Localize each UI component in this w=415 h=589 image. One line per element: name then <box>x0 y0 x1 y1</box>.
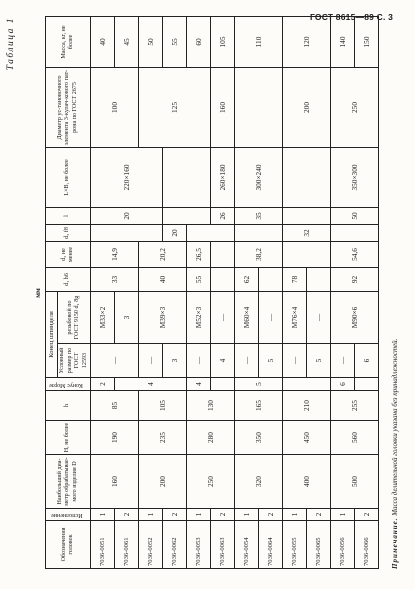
cell-D: 200 <box>139 455 187 509</box>
cell-cond: 5 <box>259 344 283 378</box>
cell-cond: 5 <box>307 344 331 378</box>
col-h: h <box>46 391 91 421</box>
cell-mass: 105 <box>211 16 235 67</box>
cell-d2 <box>283 241 331 267</box>
cell-l: 26 <box>211 207 235 224</box>
cell-designation: 7036-0062 <box>163 521 187 569</box>
cell-morse: 6 <box>331 378 355 391</box>
col-l: l <box>46 207 91 224</box>
cell-d1: 92 <box>331 267 379 291</box>
cell-mass: 50 <box>139 16 163 67</box>
cell-cond: — <box>283 344 307 378</box>
cell-d1: 78 <box>283 267 307 291</box>
cell-thread: М39×3 <box>139 291 187 343</box>
table-row <box>139 16 163 568</box>
cell-morse: 4 <box>187 378 211 391</box>
cell-H: 280 <box>187 421 235 455</box>
cell-cond: 6 <box>355 344 379 378</box>
cell-thread: — <box>211 291 235 343</box>
cell-thread: М60×4 <box>235 291 259 343</box>
col-chuck-diameter: Диаметр ус-тановочного элемента 3-кулач-кового пат-рона по ГОСТ 2675 <box>46 67 91 147</box>
cell-D: 160 <box>91 455 139 509</box>
cell-d3 <box>91 224 163 241</box>
cell-designation: 7036-0054 <box>235 521 259 569</box>
cell-LxB: 220×160 <box>91 147 163 207</box>
cell-designation: 7036-0055 <box>283 521 307 569</box>
cell-h: 85 <box>91 391 139 421</box>
cell-morse: 2 <box>91 378 115 391</box>
rotated-table-block <box>4 13 404 573</box>
cell-cond: — <box>187 344 211 378</box>
cell-l: 20 <box>91 207 163 224</box>
cell-mass: 140 <box>331 16 355 67</box>
page-header: ГОСТ 8615—89 С. 3 <box>309 12 393 22</box>
cell-designation: 7036-0066 <box>355 521 379 569</box>
cell-LxB: 350×300 <box>331 147 379 207</box>
cell-H: 560 <box>331 421 379 455</box>
table-note <box>391 339 399 569</box>
cell-cond: — <box>235 344 259 378</box>
cell-D: 250 <box>187 455 235 509</box>
cell-execution: 2 <box>115 509 139 521</box>
col-LxB: L×B, не более <box>46 147 91 207</box>
cell-d2: 26,5 <box>187 241 211 267</box>
cell-execution: 2 <box>211 509 235 521</box>
cell-chuck: 160 <box>211 67 235 147</box>
cell-execution: 2 <box>259 509 283 521</box>
cell-h: 255 <box>331 391 379 421</box>
cell-designation: 7036-0053 <box>187 521 211 569</box>
cell-d1: 33 <box>91 267 139 291</box>
cell-mass: 55 <box>163 16 187 67</box>
table-row <box>235 16 259 568</box>
cell-d1: 40 <box>139 267 187 291</box>
cell-cond: — <box>331 344 355 378</box>
cell-H: 190 <box>91 421 139 455</box>
cell-morse <box>283 378 331 391</box>
cell-h: 165 <box>235 391 283 421</box>
col-d3: d₃ f8 <box>46 224 91 241</box>
unit-label: мм <box>34 288 42 298</box>
col-spindle-group: Конец шпинделя <box>46 291 58 377</box>
cell-l: 50 <box>331 207 379 224</box>
col-conditional-size: Условный размер по ГОСТ 12593 <box>58 344 91 378</box>
cell-morse <box>211 378 235 391</box>
cell-l <box>163 207 211 224</box>
table-row <box>91 16 115 568</box>
cell-chuck <box>235 67 283 147</box>
col-morse: Конус Морзе <box>46 378 91 391</box>
cell-d2: 38,2 <box>235 241 283 267</box>
cell-cond: 4 <box>211 344 235 378</box>
cell-cond: — <box>91 344 139 378</box>
cell-thread: 3 <box>115 291 139 343</box>
cell-H: 235 <box>139 421 187 455</box>
cell-designation: 7036-0051 <box>91 521 115 569</box>
cell-D: 500 <box>331 455 379 509</box>
cell-execution: 1 <box>283 509 307 521</box>
cell-designation: 7036-0065 <box>307 521 331 569</box>
cell-h: 130 <box>187 391 235 421</box>
cell-mass: 120 <box>283 16 331 67</box>
cell-chuck: 100 <box>91 67 139 147</box>
cell-designation: 7036-0061 <box>115 521 139 569</box>
cell-LxB <box>163 147 211 207</box>
cell-d1: 55 <box>187 267 211 291</box>
cell-D: 400 <box>283 455 331 509</box>
cell-designation: 7036-0063 <box>211 521 235 569</box>
col-max-diameter: Наибольший диа-метр обрабатывае-мого изделия D <box>46 455 91 509</box>
cell-D: 320 <box>235 455 283 509</box>
cell-d2: 14,9 <box>91 241 139 267</box>
cell-h: 105 <box>139 391 187 421</box>
cell-thread: М33×2 <box>91 291 115 343</box>
cell-l: 35 <box>235 207 283 224</box>
cell-designation: 7036-0064 <box>259 521 283 569</box>
cell-mass: 60 <box>187 16 211 67</box>
cell-d1 <box>307 267 331 291</box>
cell-thread: — <box>307 291 331 343</box>
col-designation: Обозначения головок <box>46 521 91 569</box>
cell-d3: 32 <box>283 224 331 241</box>
cell-execution: 2 <box>163 509 187 521</box>
cell-designation: 7036-0056 <box>331 521 355 569</box>
cell-d3 <box>235 224 283 241</box>
cell-cond: — <box>139 344 163 378</box>
col-mass: Масса, кг, не более <box>46 16 91 67</box>
col-H: H, не более <box>46 421 91 455</box>
cell-d2: 20,2 <box>139 241 187 267</box>
cell-LxB: 260×180 <box>211 147 235 207</box>
cell-execution: 2 <box>307 509 331 521</box>
cell-designation: 7036-0052 <box>139 521 163 569</box>
cell-d2: 54,6 <box>331 241 379 267</box>
cell-thread: М76×4 <box>283 291 307 343</box>
cell-execution: 2 <box>355 509 379 521</box>
cell-execution: 1 <box>91 509 115 521</box>
cell-d2 <box>211 241 235 267</box>
cell-l <box>283 207 331 224</box>
cell-morse: 4 <box>115 378 187 391</box>
cell-h: 210 <box>283 391 331 421</box>
cell-d1 <box>211 267 235 291</box>
cell-mass: 150 <box>355 16 379 67</box>
col-d1: d₁ h6 <box>46 267 91 291</box>
note-text: Масса делительной головки указана без принадлежностей. <box>391 338 399 516</box>
col-execution: Исполнение <box>46 509 91 521</box>
cell-d3 <box>187 224 235 241</box>
data-table <box>45 16 379 569</box>
cell-LxB: 300×240 <box>235 147 283 207</box>
cell-mass: 45 <box>115 16 139 67</box>
cell-morse <box>355 378 379 391</box>
cell-cond: 3 <box>163 344 187 378</box>
cell-chuck: 125 <box>139 67 211 147</box>
cell-thread: М90×6 <box>331 291 379 343</box>
cell-d1 <box>259 267 283 291</box>
cell-d3: 20 <box>163 224 187 241</box>
cell-d1: 62 <box>235 267 259 291</box>
table-row <box>283 16 307 568</box>
cell-thread: М52×3 <box>187 291 211 343</box>
cell-chuck: 250 <box>331 67 379 147</box>
cell-execution: 1 <box>331 509 355 521</box>
header-row-1 <box>46 16 58 568</box>
cell-H: 450 <box>283 421 331 455</box>
cell-morse: 5 <box>235 378 283 391</box>
cell-thread: — <box>259 291 283 343</box>
cell-execution: 1 <box>187 509 211 521</box>
cell-execution: 1 <box>139 509 163 521</box>
cell-mass: 40 <box>91 16 115 67</box>
cell-d3 <box>331 224 379 241</box>
cell-execution: 1 <box>235 509 259 521</box>
cell-LxB <box>283 147 331 207</box>
cell-mass: 110 <box>235 16 283 67</box>
note-label: Примечание. <box>391 517 399 569</box>
col-thread: резьбовой по ГОСТ 9150 d₁ 8g <box>58 291 91 343</box>
cell-H: 350 <box>235 421 283 455</box>
table-row <box>331 16 355 568</box>
table-caption: Таблица 1 <box>6 17 16 71</box>
cell-chuck: 200 <box>283 67 331 147</box>
col-d2: d₂ не менее <box>46 241 91 267</box>
